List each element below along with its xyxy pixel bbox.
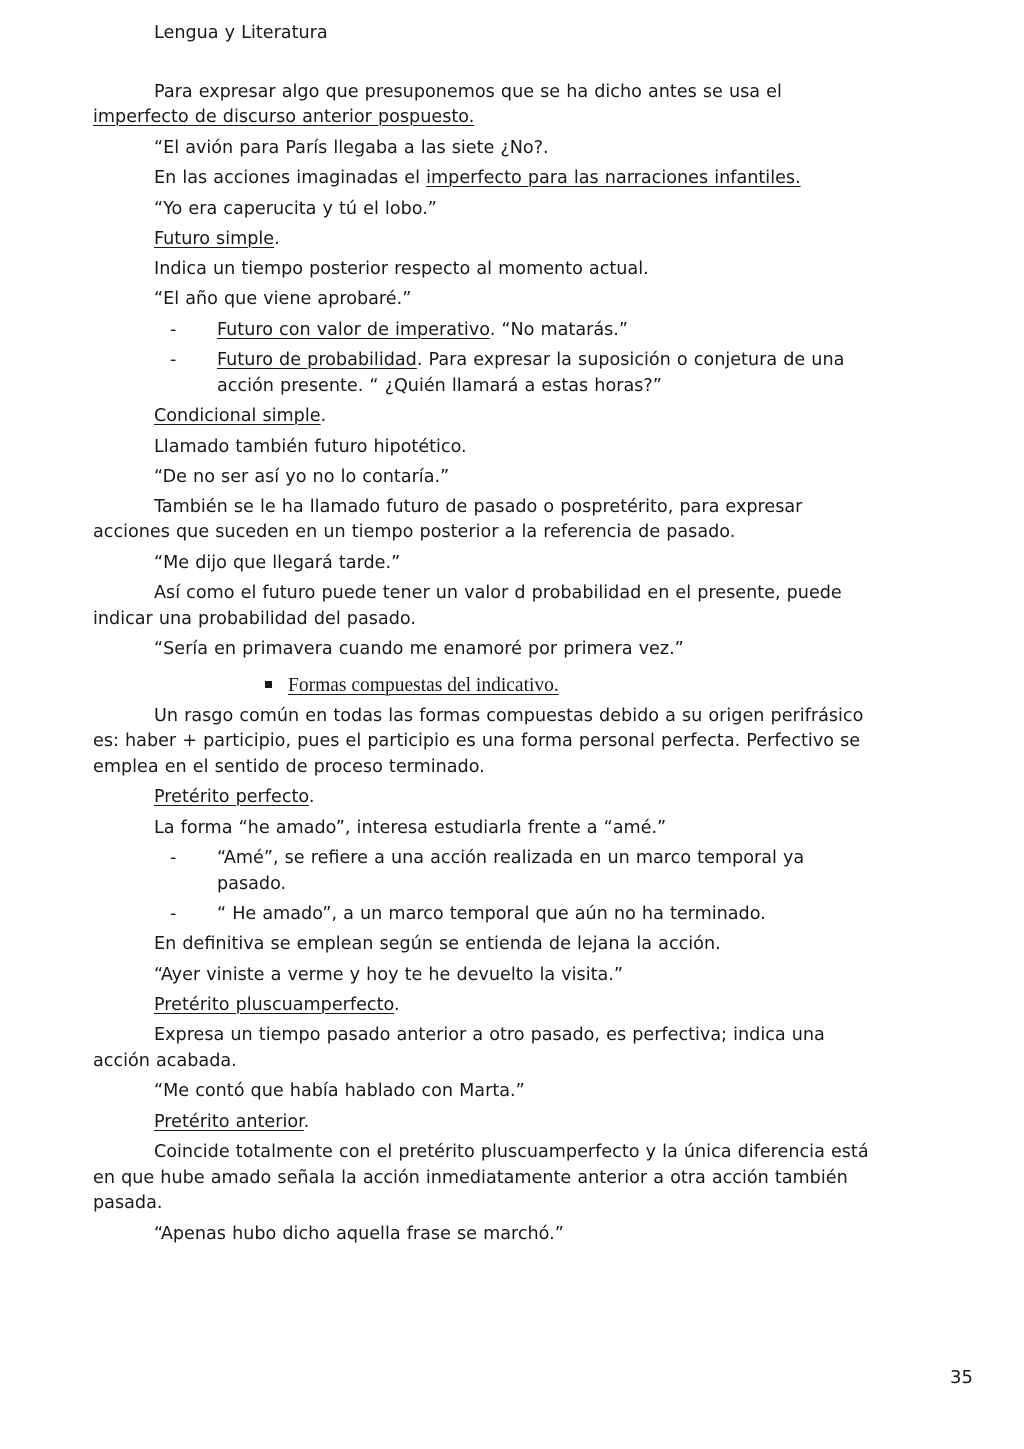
text-line <box>154 494 974 520</box>
list-dash: - <box>170 848 177 868</box>
text-line <box>93 754 974 780</box>
text-line <box>93 606 974 632</box>
text-segment: También se le ha llamado futuro de pasado o pospretérito, para expresar <box>154 497 803 517</box>
text-line <box>154 580 974 606</box>
text-line <box>154 135 974 161</box>
text-segment: Llamado también futuro hipotético. <box>154 437 467 457</box>
underlined-term: Futuro simple <box>154 229 275 249</box>
text-segment: pasado. <box>217 874 287 894</box>
section-heading-text: Formas compuestas del indicativo. <box>288 675 559 696</box>
text-segment: La forma “he amado”, interesa estudiarla frente a “amé.” <box>154 818 667 838</box>
text-line <box>217 373 974 399</box>
text-line <box>154 165 974 191</box>
text-segment: “El año que viene aprobaré.” <box>154 289 412 309</box>
text-line <box>93 1048 974 1074</box>
text-line <box>154 1221 974 1247</box>
underlined-term: Futuro con valor de imperativo <box>217 320 490 340</box>
text-segment: Para expresar algo que presuponemos que se ha dicho antes se usa el <box>154 82 782 102</box>
text-segment: “Amé”, se refiere a una acción realizada en un marco temporal ya <box>217 848 805 868</box>
text-segment: Coincide totalmente con el pretérito pluscuamperfecto y la única diferencia está <box>154 1142 869 1162</box>
text-segment: acciones que suceden en un tiempo posterior a la referencia de pasado. <box>93 522 736 542</box>
text-segment: acción presente. “ ¿Quién llamará a estas horas?” <box>217 376 662 396</box>
text-line <box>154 784 974 810</box>
text-segment: . Para expresar la suposición o conjetura de una <box>416 350 845 370</box>
list-dash: - <box>170 904 177 924</box>
list-dash: - <box>170 320 177 340</box>
text-line <box>170 901 974 927</box>
text-line <box>154 1078 974 1104</box>
text-line <box>170 845 974 871</box>
underlined-term: Futuro de probabilidad <box>217 350 417 370</box>
text-line <box>93 1190 974 1216</box>
underlined-term: Pretérito anterior <box>154 1112 304 1132</box>
text-segment: “Sería en primavera cuando me enamoré por primera vez.” <box>154 639 684 659</box>
text-segment: “Me dijo que llegará tarde.” <box>154 553 401 573</box>
text-line <box>93 519 974 545</box>
text-segment: “ He amado”, a un marco temporal que aún no ha terminado. <box>217 904 766 924</box>
text-segment: Expresa un tiempo pasado anterior a otro pasado, es perfectiva; indica una <box>154 1025 825 1045</box>
text-line <box>154 286 974 312</box>
text-line <box>154 1109 974 1135</box>
text-line <box>154 962 974 988</box>
underlined-term: imperfecto de discurso anterior pospuesto. <box>93 107 475 127</box>
text-segment: “Ayer viniste a verme y hoy te he devuelto la visita.” <box>154 965 623 985</box>
text-line <box>154 403 974 429</box>
text-line <box>170 317 974 343</box>
text-segment: . <box>308 787 315 807</box>
text-segment: En las acciones imaginadas el <box>154 168 427 188</box>
text-segment: emplea en el sentido de proceso terminado. <box>93 757 485 777</box>
underlined-term: Pretérito perfecto <box>154 787 309 807</box>
text-segment: . “No matarás.” <box>489 320 628 340</box>
text-line <box>170 347 974 373</box>
square-bullet-icon <box>265 681 272 688</box>
section-heading <box>265 673 559 699</box>
text-segment: . <box>303 1112 310 1132</box>
text-segment: “De no ser así yo no lo contaría.” <box>154 467 450 487</box>
text-line <box>154 992 974 1018</box>
text-line <box>154 464 974 490</box>
text-segment: indicar una probabilidad del pasado. <box>93 609 416 629</box>
underlined-term: Pretérito pluscuamperfecto <box>154 995 394 1015</box>
page-header <box>154 20 974 46</box>
text-line <box>154 434 974 460</box>
text-segment: Lengua y Literatura <box>154 23 328 43</box>
text-segment: en que hube amado señala la acción inmediatamente anterior a otra acción también <box>93 1168 848 1188</box>
text-line <box>93 104 974 130</box>
text-line <box>154 196 974 222</box>
text-line <box>154 815 974 841</box>
text-segment: . <box>320 406 327 426</box>
text-segment: . <box>274 229 280 249</box>
text-line <box>154 931 974 957</box>
text-line <box>154 1022 974 1048</box>
text-line <box>154 636 974 662</box>
text-segment: “Apenas hubo dicho aquella frase se marchó.” <box>154 1224 564 1244</box>
text-line <box>217 871 974 897</box>
text-segment: “El avión para París llegaba a las siete ¿No?. <box>154 138 549 158</box>
text-segment: es: haber + participio, pues el participio es una forma personal perfecta. Perfectivo se <box>93 731 861 751</box>
underlined-term: imperfecto para las narraciones infantiles. <box>426 168 801 188</box>
text-line <box>93 1165 974 1191</box>
text-line <box>154 226 974 252</box>
page-number: 35 <box>950 1367 973 1388</box>
text-segment: “Yo era caperucita y tú el lobo.” <box>154 199 437 219</box>
text-line <box>154 79 974 105</box>
text-line <box>154 550 974 576</box>
text-line <box>154 703 974 729</box>
text-segment: Así como el futuro puede tener un valor d probabilidad en el presente, puede <box>154 583 842 603</box>
text-line <box>154 1139 974 1165</box>
text-line <box>154 256 974 282</box>
text-segment: En definitiva se emplean según se entienda de lejana la acción. <box>154 934 721 954</box>
text-line <box>93 728 974 754</box>
text-segment: . <box>393 995 400 1015</box>
list-dash: - <box>170 350 177 370</box>
text-segment: “Me contó que había hablado con Marta.” <box>154 1081 525 1101</box>
text-segment: Un rasgo común en todas las formas compuestas debido a su origen perifrásico <box>154 706 864 726</box>
underlined-term: Condicional simple <box>154 406 321 426</box>
text-segment: Indica un tiempo posterior respecto al momento actual. <box>154 259 649 279</box>
text-segment: acción acabada. <box>93 1051 237 1071</box>
text-segment: pasada. <box>93 1193 163 1213</box>
